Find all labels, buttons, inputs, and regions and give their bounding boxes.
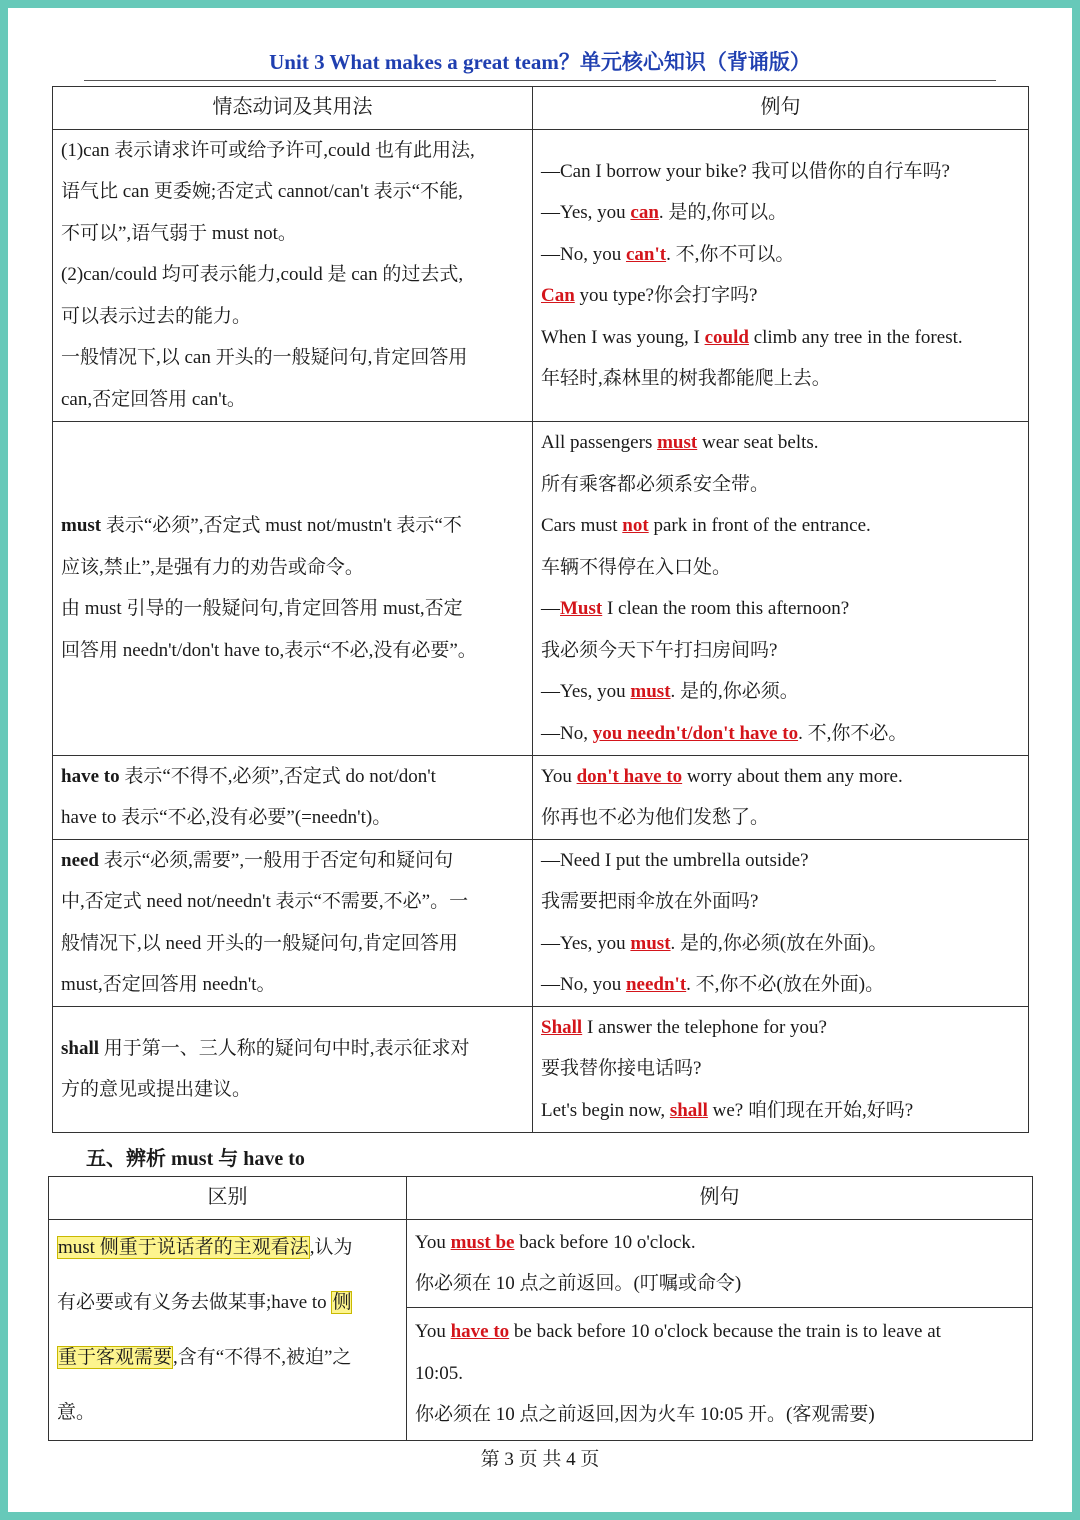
usage-text: 表示“不得不,必须”,否定式 do not/don't bbox=[119, 765, 436, 787]
usage-text: 语气比 can 更委婉;否定式 cannot/can't 表示“不能, bbox=[61, 181, 463, 203]
example-text: I answer the telephone for you? bbox=[582, 1016, 827, 1038]
table-row bbox=[53, 421, 1029, 755]
example-text: . 是的,你可以。 bbox=[658, 202, 788, 223]
usage-line bbox=[61, 588, 524, 630]
examples-cell bbox=[533, 129, 1029, 421]
example-line bbox=[415, 1311, 1024, 1353]
example-text: back before 10 o'clock. bbox=[514, 1231, 696, 1253]
document-page bbox=[8, 8, 1072, 1512]
text: ,含有“不得不,被迫”之 bbox=[173, 1346, 352, 1368]
example-text: . 不,你不必。 bbox=[798, 722, 908, 744]
difference-cell bbox=[49, 1219, 407, 1440]
usage-line bbox=[61, 130, 524, 172]
example-text: 10:05. bbox=[415, 1362, 464, 1384]
header-examples: 例句 bbox=[407, 1177, 1033, 1220]
key-word: must bbox=[630, 681, 671, 702]
example-line bbox=[541, 923, 1020, 965]
example-text: . 是的,你必须(放在外面)。 bbox=[670, 932, 888, 954]
usage-line bbox=[61, 630, 524, 672]
example-line bbox=[541, 358, 1020, 400]
example-text: You bbox=[415, 1321, 451, 1343]
example-text: . 不,你不可以。 bbox=[666, 243, 795, 265]
text: ,认为 bbox=[309, 1236, 353, 1258]
example-line bbox=[541, 234, 1020, 276]
usage-cell bbox=[53, 755, 533, 839]
usage-text: (1)can 表示请求许可或给予许可,could 也有此用法, bbox=[61, 139, 475, 161]
example-line bbox=[541, 881, 1020, 923]
usage-line bbox=[61, 964, 524, 1006]
examples-cell bbox=[533, 1006, 1029, 1132]
example-line bbox=[541, 1090, 1020, 1132]
usage-text: 表示“必须”,否定式 must not/mustn't 表示“不 bbox=[101, 515, 462, 536]
usage-text: 方的意见或提出建议。 bbox=[61, 1079, 252, 1100]
page-footer: 第 3 页 共 4 页 bbox=[480, 1449, 600, 1470]
usage-line bbox=[61, 840, 524, 882]
usage-line bbox=[61, 379, 524, 421]
example-text: 我需要把雨伞放在外面吗? bbox=[541, 891, 759, 912]
page-title: Unit 3 What makes a great team？单元核心知识（背诵版） bbox=[269, 50, 811, 74]
usage-text: 表示“必须,需要”,一般用于否定句和疑问句 bbox=[99, 849, 454, 871]
title-divider bbox=[84, 80, 996, 81]
example-text: —Need I put the umbrella outside? bbox=[541, 849, 809, 871]
usage-cell bbox=[53, 129, 533, 421]
example-text: —No, bbox=[541, 722, 593, 744]
example-line bbox=[415, 1263, 1024, 1305]
key-word: can bbox=[630, 202, 659, 223]
example-text: I clean the room this afternoon? bbox=[602, 598, 850, 619]
usage-line bbox=[61, 1028, 524, 1070]
usage-keyword: need bbox=[61, 849, 99, 871]
header-examples: 例句 bbox=[533, 87, 1029, 130]
example-line bbox=[415, 1394, 1024, 1436]
usage-cell bbox=[53, 421, 533, 755]
header-usage: 情态动词及其用法 bbox=[53, 87, 533, 130]
example-text: 你必须在 10 点之前返回。(叮嘱或命令) bbox=[415, 1273, 742, 1295]
usage-text: 由 must 引导的一般疑问句,肯定回答用 must,否定 bbox=[61, 598, 463, 619]
usage-line bbox=[61, 797, 524, 839]
usage-line bbox=[61, 923, 524, 965]
example-text: 你必须在 10 点之前返回,因为火车 10:05 开。(客观需要) bbox=[415, 1404, 875, 1426]
usage-line bbox=[61, 547, 524, 589]
examples-cell bbox=[533, 755, 1029, 839]
example-text: —Yes, you bbox=[541, 202, 631, 223]
example-text: —No, you bbox=[541, 243, 626, 265]
table-row bbox=[53, 839, 1029, 1006]
example-line bbox=[541, 275, 1020, 317]
usage-text: 用于第一、三人称的疑问句中时,表示征求对 bbox=[99, 1037, 470, 1059]
highlight-text: 侧 bbox=[332, 1291, 352, 1313]
example-text: All passengers bbox=[541, 432, 658, 453]
usage-cell bbox=[53, 1006, 533, 1132]
usage-text: (2)can/could 均可表示能力,could 是 can 的过去式, bbox=[61, 264, 464, 286]
key-word: don't have to bbox=[576, 765, 683, 787]
key-word: have to bbox=[450, 1321, 510, 1343]
usage-keyword: must bbox=[61, 515, 102, 536]
example-text: . 不,你不必(放在外面)。 bbox=[686, 974, 885, 995]
usage-text: 一般情况下,以 can 开头的一般疑问句,肯定回答用 bbox=[61, 347, 468, 369]
usage-text: 应该,禁止”,是强有力的劝告或命令。 bbox=[61, 556, 364, 578]
example-line bbox=[541, 630, 1020, 672]
usage-line bbox=[61, 505, 524, 547]
example-text: Let's begin now, bbox=[541, 1099, 670, 1121]
text: 有必要或有义务去做某事;have to bbox=[57, 1291, 332, 1313]
example-text: 你再也不必为他们发愁了。 bbox=[541, 807, 770, 828]
example-text: —Can I borrow your bike? 我可以借你的自行车吗? bbox=[541, 160, 950, 182]
key-word: needn't bbox=[625, 974, 687, 995]
usage-cell bbox=[53, 839, 533, 1006]
usage-line bbox=[61, 171, 524, 213]
example-line bbox=[541, 505, 1020, 547]
header-difference: 区别 bbox=[49, 1177, 407, 1220]
example-text: 我必须今天下午打扫房间吗? bbox=[541, 639, 778, 661]
table-row bbox=[53, 755, 1029, 839]
table-header-row bbox=[49, 1177, 1033, 1220]
examples-cell bbox=[407, 1219, 1033, 1307]
example-line bbox=[415, 1353, 1024, 1395]
key-word: must bbox=[657, 432, 698, 453]
key-word: shall bbox=[669, 1099, 708, 1121]
key-word: Can bbox=[541, 285, 575, 306]
example-line bbox=[541, 964, 1020, 1006]
key-word: must be bbox=[450, 1231, 515, 1253]
example-text: you type?你会打字吗? bbox=[574, 285, 758, 306]
example-text: —No, you bbox=[541, 974, 626, 995]
key-word: must bbox=[630, 932, 671, 954]
example-text: Cars must bbox=[541, 515, 623, 536]
example-text: be back before 10 o'clock because the train is to leave at bbox=[509, 1321, 941, 1343]
examples-cell bbox=[533, 839, 1029, 1006]
text: 意。 bbox=[57, 1401, 96, 1423]
usage-line bbox=[61, 337, 524, 379]
example-line bbox=[541, 422, 1020, 464]
usage-keyword: shall bbox=[61, 1037, 100, 1059]
key-word: not bbox=[622, 515, 649, 536]
key-word: Shall bbox=[541, 1016, 583, 1038]
example-text: 年轻时,森林里的树我都能爬上去。 bbox=[541, 368, 831, 389]
key-word: Must bbox=[560, 598, 603, 619]
example-text: worry about them any more. bbox=[682, 765, 903, 787]
usage-text: 中,否定式 need not/needn't 表示“不需要,不必”。一 bbox=[61, 891, 469, 912]
usage-line bbox=[61, 254, 524, 296]
modal-verbs-table bbox=[52, 86, 1029, 1133]
example-text: wear seat belts. bbox=[697, 432, 819, 453]
usage-text: 回答用 needn't/don't have to,表示“不必,没有必要”。 bbox=[61, 639, 477, 661]
example-text: You bbox=[541, 765, 577, 787]
usage-text: 可以表示过去的能力。 bbox=[61, 305, 252, 327]
key-word: you needn't/don't have to bbox=[592, 722, 799, 744]
must-vs-have-to-table bbox=[48, 1176, 1033, 1441]
example-text: 要我替你接电话吗? bbox=[541, 1058, 702, 1080]
example-line bbox=[541, 1048, 1020, 1090]
usage-line bbox=[61, 1069, 524, 1111]
example-line bbox=[541, 464, 1020, 506]
table-row bbox=[53, 129, 1029, 421]
usage-line bbox=[61, 296, 524, 338]
example-line bbox=[541, 840, 1020, 882]
example-line bbox=[541, 151, 1020, 193]
usage-line bbox=[61, 213, 524, 255]
key-word: can't bbox=[625, 243, 667, 265]
table-row bbox=[49, 1219, 1033, 1307]
examples-cell bbox=[407, 1307, 1033, 1440]
example-text: park in front of the entrance. bbox=[648, 515, 871, 536]
example-text: climb any tree in the forest. bbox=[748, 326, 963, 348]
example-line bbox=[541, 192, 1020, 234]
example-line bbox=[541, 1007, 1020, 1049]
example-line bbox=[541, 671, 1020, 713]
example-text: 所有乘客都必须系安全带。 bbox=[541, 473, 770, 495]
usage-text: can,否定回答用 can't。 bbox=[61, 388, 246, 410]
usage-keyword: have to bbox=[61, 765, 120, 787]
example-text: . 是的,你必须。 bbox=[670, 681, 799, 702]
example-text: When I was young, I bbox=[541, 326, 705, 348]
example-text: You bbox=[415, 1231, 451, 1253]
example-line bbox=[541, 588, 1020, 630]
example-text: we? 咱们现在开始,好吗? bbox=[707, 1099, 914, 1121]
examples-cell bbox=[533, 421, 1029, 755]
key-word: could bbox=[704, 326, 749, 348]
example-text: — bbox=[541, 598, 560, 619]
section-heading: 五、辨析 must 与 have to bbox=[86, 1148, 305, 1170]
usage-text: 不可以”,语气弱于 must not。 bbox=[61, 222, 297, 244]
usage-line bbox=[61, 756, 524, 798]
example-line bbox=[541, 317, 1020, 359]
example-line bbox=[541, 756, 1020, 798]
example-line bbox=[415, 1222, 1024, 1264]
example-line bbox=[541, 547, 1020, 589]
example-text: —Yes, you bbox=[541, 681, 631, 702]
usage-text: have to 表示“不必,没有必要”(=needn't)。 bbox=[61, 807, 392, 828]
usage-line bbox=[61, 881, 524, 923]
usage-text: 般情况下,以 need 开头的一般疑问句,肯定回答用 bbox=[61, 932, 458, 954]
table-header-row bbox=[53, 87, 1029, 130]
example-text: 车辆不得停在入口处。 bbox=[541, 556, 732, 578]
highlight-text: must 侧重于说话者的主观看法 bbox=[58, 1236, 309, 1258]
table-row bbox=[53, 1006, 1029, 1132]
example-line bbox=[541, 797, 1020, 839]
usage-text: must,否定回答用 needn't。 bbox=[61, 974, 276, 995]
highlight-text: 重于客观需要 bbox=[58, 1346, 173, 1368]
example-text: —Yes, you bbox=[541, 932, 631, 954]
example-line bbox=[541, 713, 1020, 755]
